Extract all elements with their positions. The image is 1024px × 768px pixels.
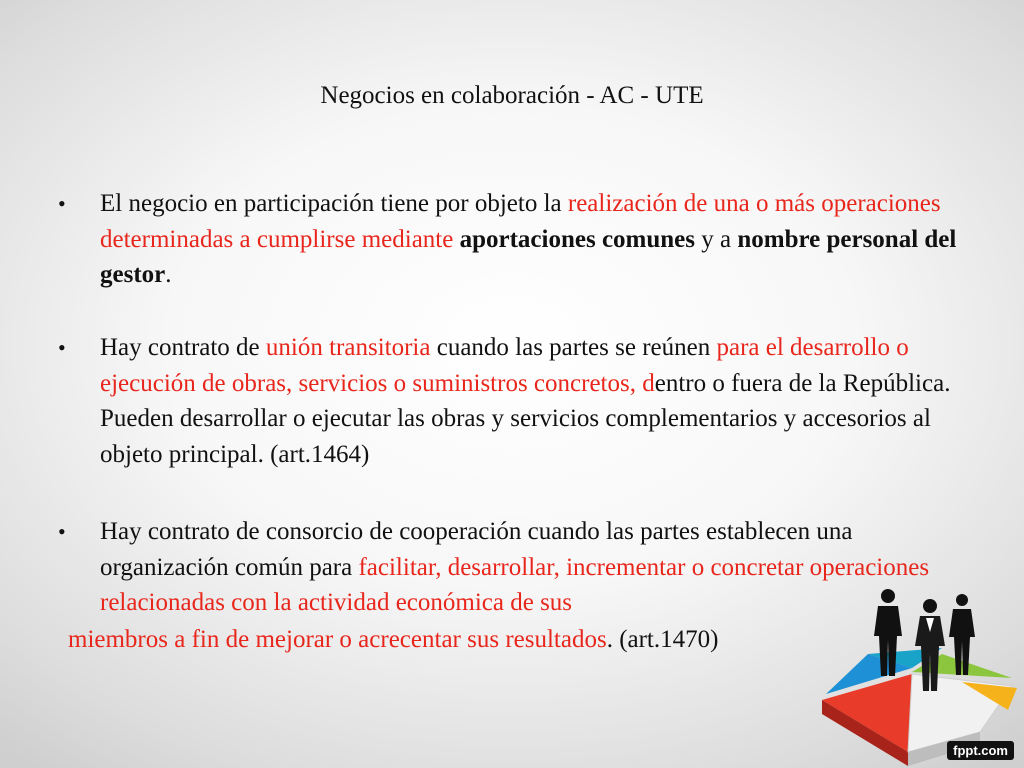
fppt-logo: fppt.com (947, 741, 1014, 760)
continuation-highlight: miembros a fin de mejorar o acrecentar sus resultados (68, 626, 607, 653)
people-silhouettes (874, 589, 975, 691)
bullet-dot: • (58, 335, 66, 360)
bullet2-text-2: cuando las partes se reúnen (430, 334, 717, 361)
bullet2-text: Hay contrato de (100, 334, 266, 361)
bullet-dot: • (58, 519, 66, 544)
bullet-item (58, 330, 980, 472)
slide-title: Negocios en colaboración - AC - UTE (320, 82, 704, 109)
bullet3-text: Hay contrato de consorcio de cooperación cuando las partes establecen una organización común para (100, 518, 853, 581)
bullet2-highlight-2: para el desarrollo o ejecución de obras, servicios o suministros concretos, d (100, 334, 909, 397)
bullet-dot: • (58, 191, 66, 216)
bullet1-end: . (165, 261, 172, 288)
bullet1-text-2: y a (695, 225, 738, 253)
bullet1-text: El negocio en participación tiene por objeto la (100, 190, 568, 217)
continuation-line (68, 622, 718, 658)
bullet3-highlight: facilitar, desarrollar, incrementar o concretar operaciones relacionadas con la actividad económica de sus (100, 553, 930, 616)
bullet1-highlight: realización de una o más operaciones determinadas a cumplirse mediante (100, 190, 941, 253)
bullet1-bold-2: nombre personal del gestor (100, 225, 957, 288)
bullet2-text-3: entro o fuera de la República. Pueden desarrollar o ejecutar las obras y servicios complementarios y accesorios al objeto principal. (art.1464) (100, 369, 951, 468)
bullet1-bold-1: aportaciones comunes (459, 225, 695, 253)
continuation-text: . (art.1470) (606, 626, 719, 653)
bullet2-highlight-1: unión transitoria (265, 334, 431, 361)
bullet-item (58, 186, 980, 293)
